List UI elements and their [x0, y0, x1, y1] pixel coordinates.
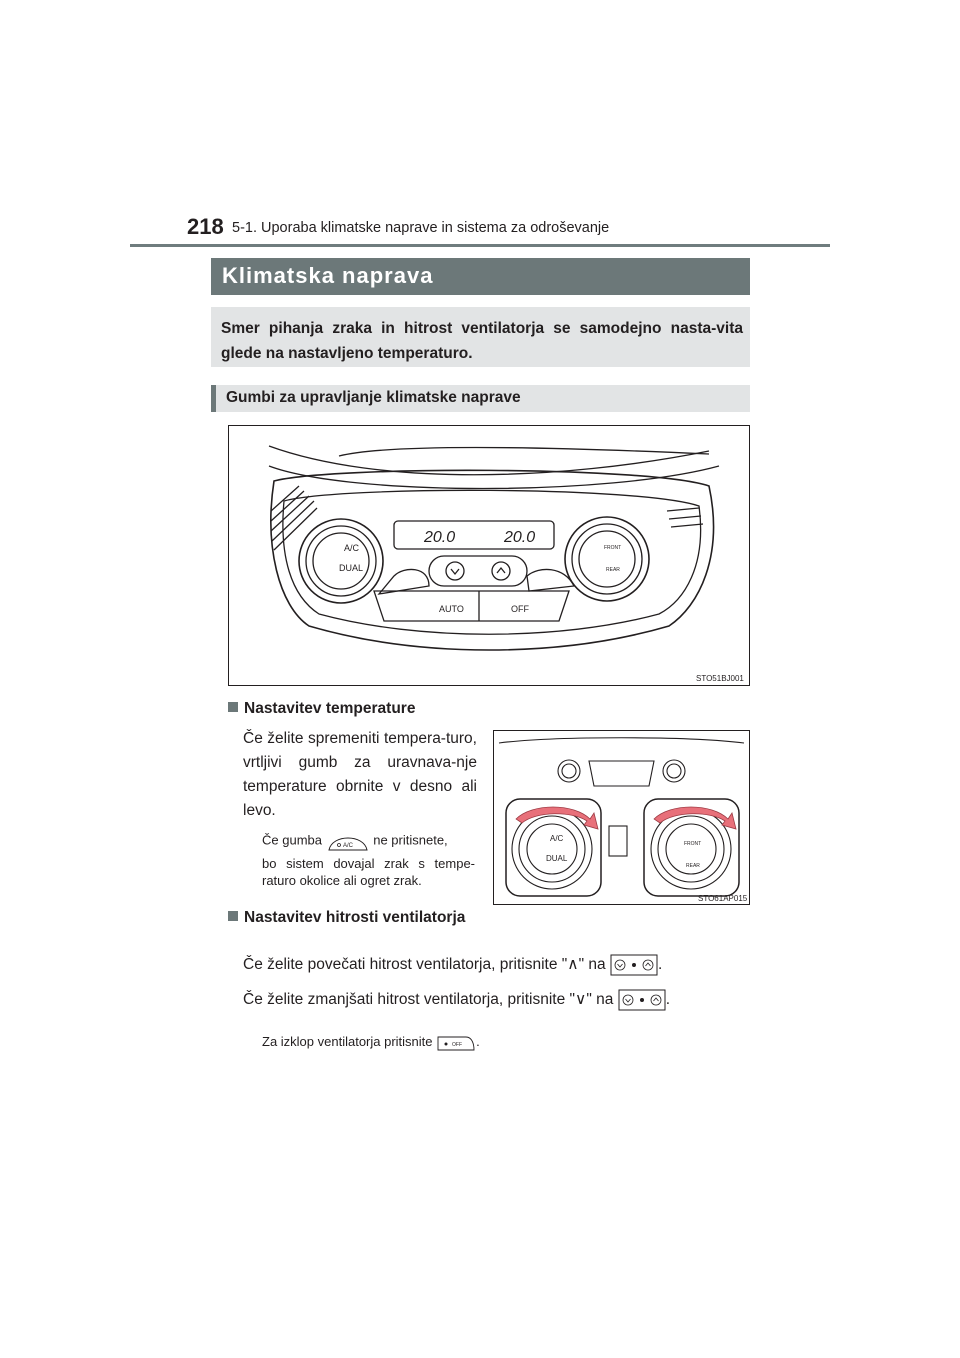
fan-speed-button-icon	[610, 954, 658, 976]
knob-rotation-illustration	[494, 731, 749, 904]
ac-icon-label: A/C	[342, 843, 353, 849]
intro-box	[211, 307, 750, 367]
fan-speed-button-icon	[618, 989, 666, 1011]
figure-code-second: STO61AP015	[698, 894, 748, 903]
square-bullet-icon	[228, 702, 238, 712]
auto-button-label: AUTO	[439, 604, 464, 614]
front-label: FRONT	[604, 545, 622, 551]
fan-increase-text: Če želite povečati hitrost ventilatorja, pritisnite "∧" na .	[243, 953, 662, 977]
temperature-note-rest: bo sistem dovajal zrak s tempe-raturo okolice ali ogret zrak.	[262, 856, 475, 888]
page-number: 218	[187, 214, 224, 239]
ac-button-label: A/C	[344, 543, 360, 553]
dual-button-label: DUAL	[339, 563, 364, 573]
square-bullet-icon	[228, 911, 238, 921]
fan-off-note: Za izklop ventilatorja pritisnite OFF .	[262, 1033, 480, 1052]
header-rule	[130, 244, 830, 247]
title-banner	[211, 258, 750, 295]
temperature-text: Če želite spremeniti tempera-turo, vrtljivi gumb za uravnava-nje temperature obrnite v desno ali levo.	[243, 730, 477, 819]
knob-front-label: FRONT	[684, 841, 702, 847]
section-heading-bar	[211, 385, 750, 412]
control-panel-illustration	[229, 426, 749, 685]
fan-heading: Nastavitev hitrosti ventilatorja	[228, 909, 465, 927]
rotate-arrow-right-icon	[654, 807, 736, 829]
display-temp-left: 20.0	[424, 529, 456, 546]
rear-label: REAR	[606, 567, 620, 573]
knob-dual-label: DUAL	[546, 854, 568, 863]
section-accent	[211, 385, 216, 412]
running-header: 5-1. Uporaba klimatske naprave in sistema za odroševanje	[232, 220, 610, 236]
knob-rotation-figure	[493, 730, 750, 905]
display-temp-right: 20.0	[504, 529, 536, 546]
temperature-heading: Nastavitev temperature	[228, 700, 415, 718]
fan-off-button-icon	[436, 1034, 476, 1052]
section-heading: Gumbi za upravljanje klimatske naprave	[226, 389, 521, 406]
off-button-label: OFF	[511, 604, 529, 614]
intro-text: Smer pihanja zraka in hitrost ventilatorja se samodejno nasta-vita glede na nastavljeno temperaturo.	[221, 320, 743, 362]
knob-ac-label: A/C	[550, 834, 564, 843]
knob-rear-label: REAR	[686, 863, 700, 869]
temperature-note: Če gumba A/C ne pritisnete,	[262, 830, 475, 852]
off-icon-label: OFF	[452, 1041, 463, 1048]
page-title: Klimatska naprava	[222, 263, 434, 288]
ac-button-icon	[326, 830, 370, 852]
control-panel-figure	[228, 425, 750, 686]
fan-decrease-text: Če želite zmanjšati hitrost ventilatorja, pritisnite "∨" na .	[243, 988, 670, 1012]
figure-code: STO51BJ001	[696, 674, 744, 683]
